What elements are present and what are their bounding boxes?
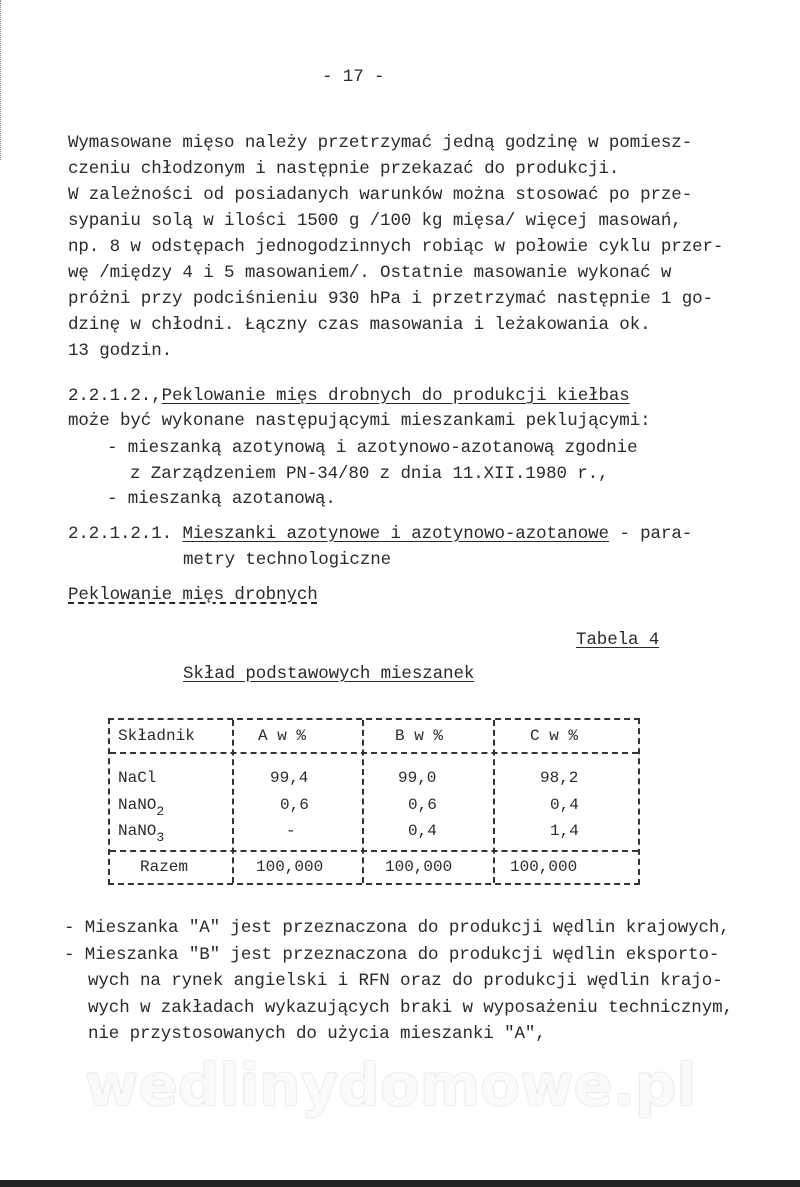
total-c: 100,000 xyxy=(510,858,578,876)
section-title: Mieszanki azotynowe i azotynowo-azotanowe xyxy=(182,524,609,544)
value-a: - xyxy=(286,822,296,840)
value-b: 0,6 xyxy=(408,796,437,814)
table-divider xyxy=(110,850,638,852)
table-divider xyxy=(493,720,495,883)
paragraph-line: W zależności od posiadanych warunków można stosować po prze- xyxy=(68,185,693,205)
section-heading-2212 xyxy=(68,385,630,407)
row-name: NaCl xyxy=(118,769,157,787)
value-a: 99,4 xyxy=(270,769,309,787)
total-a: 100,000 xyxy=(256,858,324,876)
value-c: 1,4 xyxy=(550,822,579,840)
paragraph-line: dzinę w chłodni. Łączny czas masowania i leżakowania ok. xyxy=(68,315,651,335)
note-continuation: wych w zakładach wykazujących braki w wyposażeniu technicznym, xyxy=(88,998,733,1018)
paragraph-line: wę /między 4 i 5 masowaniem/. Ostatnie masowanie wykonać w xyxy=(68,263,672,283)
watermark: wedlinydomowe.pl xyxy=(85,1051,697,1119)
total-b: 100,000 xyxy=(385,858,453,876)
list-item-continuation: z Zarządzeniem PN-34/80 z dnia 11.XII.1980 r., xyxy=(130,464,609,484)
scan-edge xyxy=(0,0,7,160)
value-c: 0,4 xyxy=(550,796,579,814)
table-divider xyxy=(110,752,638,754)
paragraph-line: np. 8 w odstępach jednogodzinnych robiąc w połowie cyklu przer- xyxy=(68,237,724,257)
value-a: 0,6 xyxy=(280,796,309,814)
header-cell: Składnik xyxy=(118,727,195,745)
subheading: Peklowanie mięs drobnych xyxy=(68,585,318,605)
table-divider xyxy=(362,720,364,883)
section-title-continuation: metry technologiczne xyxy=(183,550,392,570)
section-intro: może być wykonane następującymi mieszankami peklującymi: xyxy=(68,411,651,431)
table-title: Skład podstawowych mieszanek xyxy=(183,664,475,684)
row-name: NaNO$_2$ xyxy=(118,796,165,819)
header-cell: B w % xyxy=(395,727,444,745)
header-cell: A w % xyxy=(258,727,307,745)
section-heading-22121 xyxy=(68,523,692,545)
paragraph-line: czeniu chłodzonym i następnie przekazać do produkcji. xyxy=(68,159,620,179)
paragraph-line: 13 godzin. xyxy=(68,341,173,361)
page-number: - 17 - xyxy=(322,67,385,87)
total-label: Razem xyxy=(140,858,189,876)
composition-table xyxy=(108,718,640,885)
note-item: - Mieszanka "B" jest przeznaczona do produkcji wędlin eksporto- xyxy=(64,945,720,965)
value-c: 98,2 xyxy=(540,769,579,787)
paragraph-line: Wymasowane mięso należy przetrzymać jedną godzinę w pomiesz- xyxy=(68,133,693,153)
section-number: 2.2.1.2., xyxy=(68,386,162,406)
section-title-rest: - para- xyxy=(608,524,693,544)
section-number: 2.2.1.2.1. xyxy=(68,524,173,544)
list-item: - mieszanką azotanową. xyxy=(107,489,336,509)
paragraph-line: próżni przy podciśnieniu 930 hPa i przetrzymać następnie 1 go- xyxy=(68,289,713,309)
row-name: NaNO$_3$ xyxy=(118,822,165,845)
value-b: 99,0 xyxy=(398,769,437,787)
value-b: 0,4 xyxy=(408,822,437,840)
scan-bottom-edge xyxy=(0,1180,800,1187)
note-continuation: nie przystosowanych do użycia mieszanki "A", xyxy=(88,1024,546,1044)
note-continuation: wych na rynek angielski i RFN oraz do produkcji wędlin krajo- xyxy=(88,971,723,991)
note-item: - Mieszanka "A" jest przeznaczona do produkcji wędlin krajowych, xyxy=(64,918,730,938)
header-cell: C w % xyxy=(530,727,579,745)
list-item: - mieszanką azotynową i azotynowo-azotanową zgodnie xyxy=(107,438,638,458)
table-divider xyxy=(232,720,234,883)
section-title: Peklowanie mięs drobnych do produkcji kiełbas xyxy=(161,386,630,406)
table-label: Tabela 4 xyxy=(576,630,660,650)
paragraph-line: sypaniu solą w ilości 1500 g /100 kg mięsa/ więcej masowań, xyxy=(68,211,682,231)
